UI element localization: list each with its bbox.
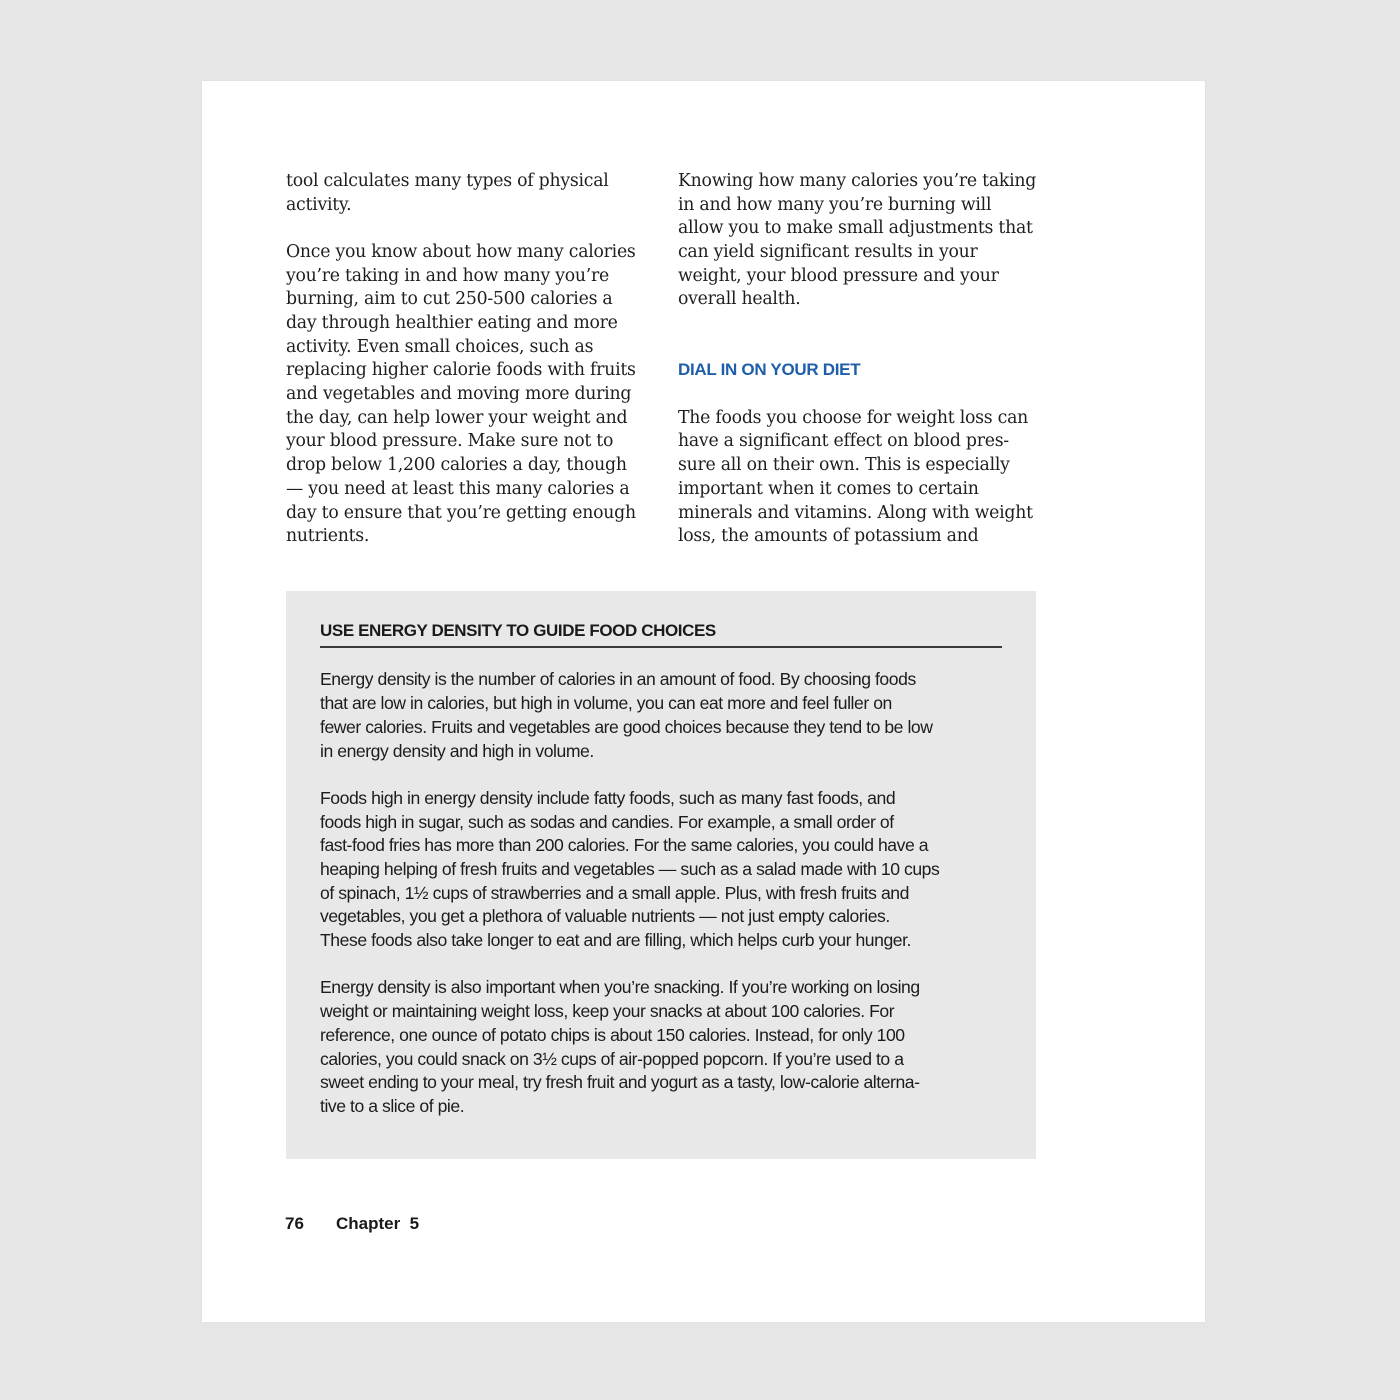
text-line: heaping helping of fresh fruits and vegetables — such as a salad made with 10 cups bbox=[320, 859, 940, 879]
text-line: that are low in calories, but high in volume, you can eat more and feel fuller on bbox=[320, 693, 892, 713]
text-line: Energy density is also important when you’re snacking. If you’re working on losing bbox=[320, 977, 920, 997]
text-line: activity. bbox=[286, 195, 352, 215]
text-line: fast-food fries has more than 200 calories. For the same calories, you could have a bbox=[320, 835, 929, 855]
text-line: in energy density and high in volume. bbox=[320, 741, 594, 761]
text-line: activity. Even small choices, such as bbox=[286, 337, 594, 357]
text-line: allow you to make small adjustments that bbox=[678, 218, 1033, 238]
sidebar-title: USE ENERGY DENSITY TO GUIDE FOOD CHOICES bbox=[320, 621, 716, 640]
book-page bbox=[202, 81, 1205, 1322]
text-line: The foods you choose for weight loss can bbox=[678, 408, 1029, 428]
text-line: Foods high in energy density include fatty foods, such as many fast foods, and bbox=[320, 788, 896, 808]
text-line: drop below 1,200 calories a day, though bbox=[286, 455, 627, 475]
text-line: These foods also take longer to eat and are filling, which helps curb your hunger. bbox=[320, 930, 911, 950]
text-line: day to ensure that you’re getting enough bbox=[286, 503, 636, 523]
text-line: sure all on their own. This is especially bbox=[678, 455, 1010, 475]
text-line: — you need at least this many calories a bbox=[286, 479, 630, 499]
text-line: vegetables, you get a plethora of valuable nutrients — not just empty calories. bbox=[320, 906, 890, 926]
text-line: burning, aim to cut 250-500 calories a bbox=[286, 289, 613, 309]
text-line: have a significant effect on blood pres- bbox=[678, 431, 1009, 451]
section-heading: DIAL IN ON YOUR DIET bbox=[678, 360, 861, 379]
text-line: minerals and vitamins. Along with weight bbox=[678, 503, 1033, 523]
text-line: replacing higher calorie foods with fruits bbox=[286, 360, 636, 380]
text-line: weight, your blood pressure and your bbox=[678, 266, 999, 286]
text-line: nutrients. bbox=[286, 526, 370, 546]
text-line: sweet ending to your meal, try fresh fruit and yogurt as a tasty, low-calorie alterna- bbox=[320, 1072, 920, 1092]
text-line: of spinach, 1½ cups of strawberries and a small apple. Plus, with fresh fruits and bbox=[320, 883, 909, 903]
text-line: Energy density is the number of calories in an amount of food. By choosing foods bbox=[320, 669, 916, 689]
text-line: can yield significant results in your bbox=[678, 242, 978, 262]
text-line: and vegetables and moving more during bbox=[286, 384, 632, 404]
sidebar-title-rule bbox=[320, 646, 1002, 648]
text-line: reference, one ounce of potato chips is about 150 calories. Instead, for only 100 bbox=[320, 1025, 905, 1045]
text-line: the day, can help lower your weight and bbox=[286, 408, 628, 428]
text-line: fewer calories. Fruits and vegetables are good choices because they tend to be low bbox=[320, 717, 933, 737]
text-line: day through healthier eating and more bbox=[286, 313, 618, 333]
text-line: tive to a slice of pie. bbox=[320, 1096, 465, 1116]
text-line: Knowing how many calories you’re taking bbox=[678, 171, 1037, 191]
text-line: in and how many you’re burning will bbox=[678, 195, 992, 215]
text-line: Once you know about how many calories bbox=[286, 242, 636, 262]
text-line: your blood pressure. Make sure not to bbox=[286, 431, 614, 451]
text-line: calories, you could snack on 3½ cups of air-popped popcorn. If you’re used to a bbox=[320, 1049, 904, 1069]
sidebar-box bbox=[286, 591, 1036, 1159]
text-line: you’re taking in and how many you’re bbox=[286, 266, 610, 286]
text-line: overall health. bbox=[678, 289, 801, 309]
text-line: foods high in sugar, such as sodas and candies. For example, a small order of bbox=[320, 812, 894, 832]
text-line: tool calculates many types of physical bbox=[286, 171, 609, 191]
text-line: loss, the amounts of potassium and bbox=[678, 526, 979, 546]
chapter-label: Chapter 5 bbox=[336, 1214, 420, 1233]
text-line: weight or maintaining weight loss, keep your snacks at about 100 calories. For bbox=[320, 1001, 895, 1021]
text-line: important when it comes to certain bbox=[678, 479, 979, 499]
page-number: 76 bbox=[285, 1214, 304, 1233]
